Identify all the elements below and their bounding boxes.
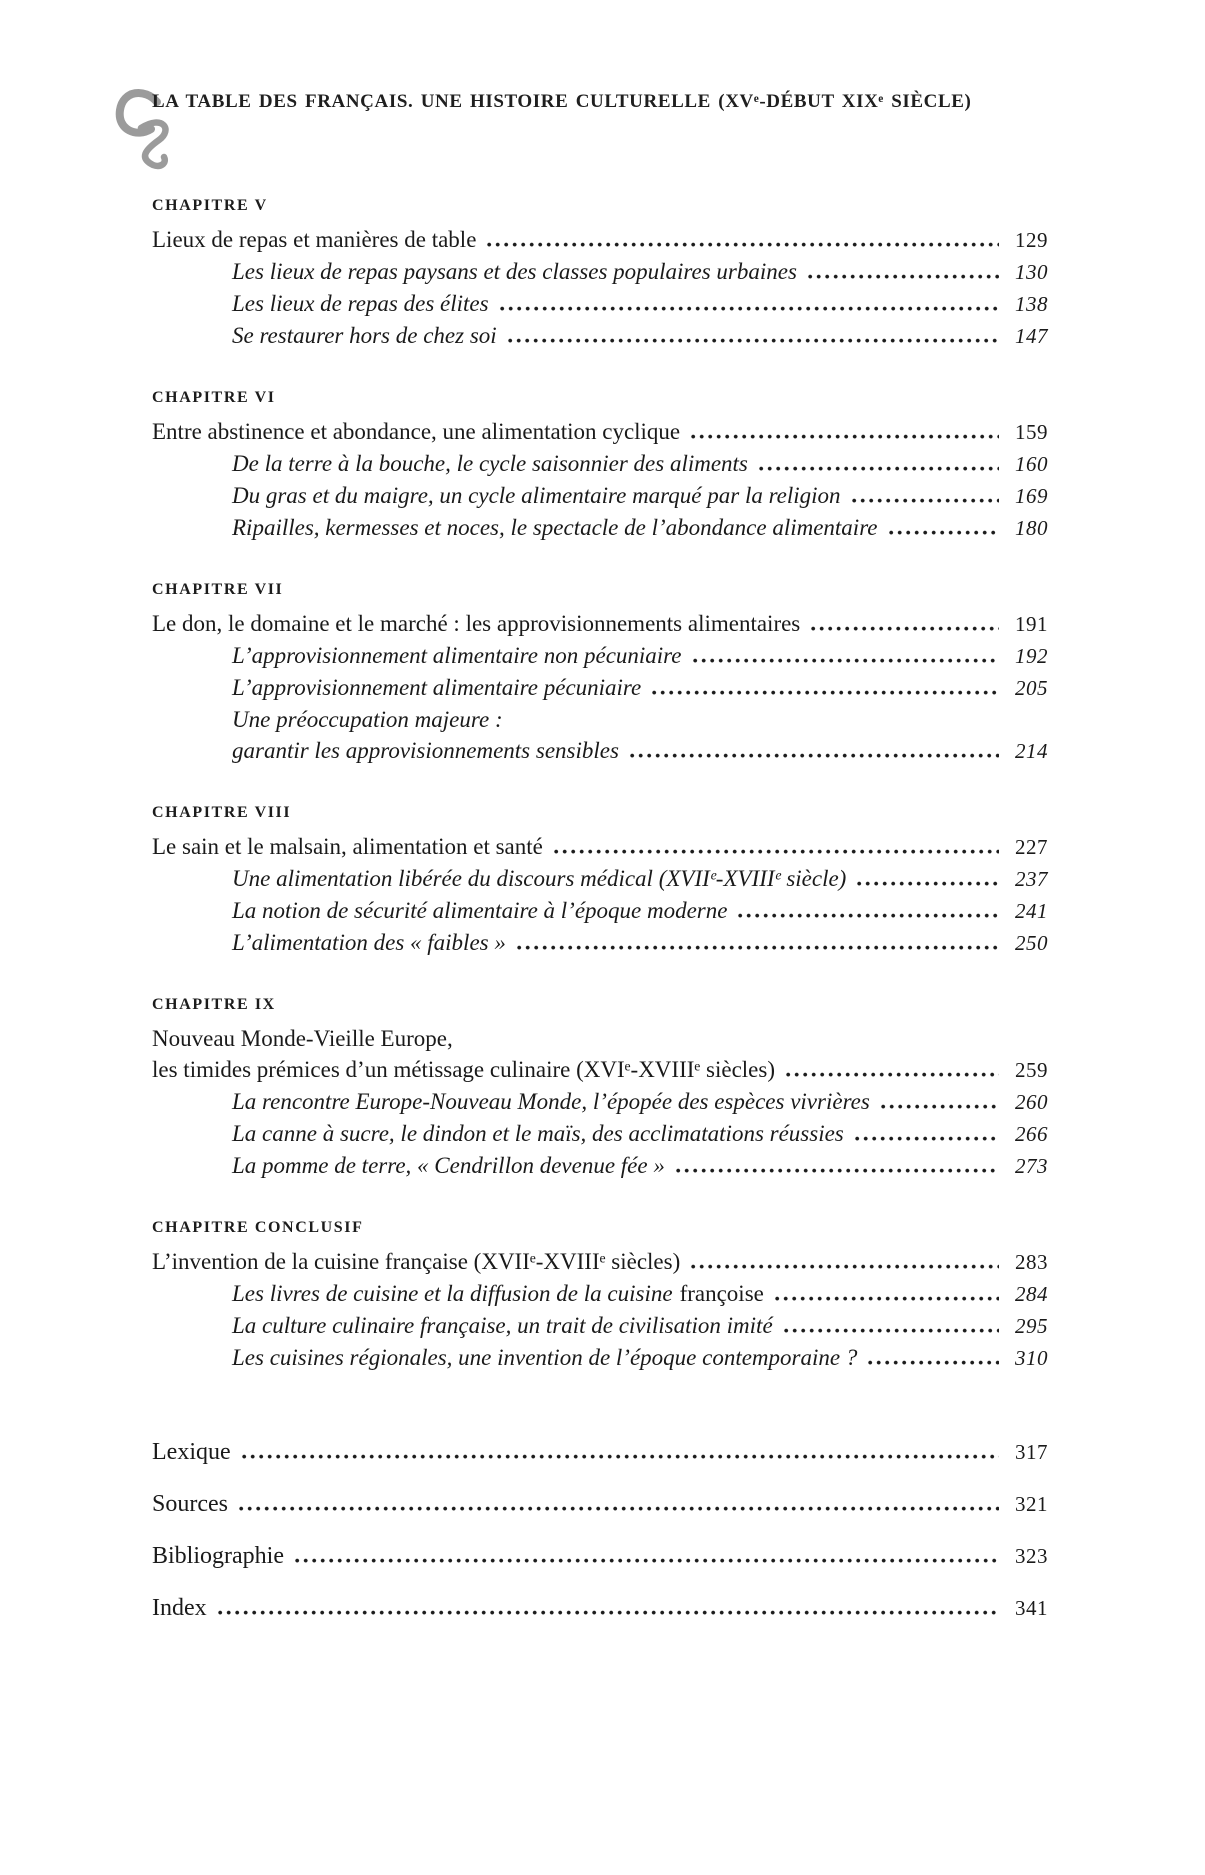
toc-entry-title: Les livres de cuisine et la diffusion de la cuisine — [232, 1281, 673, 1306]
page-number: 260 — [1015, 1090, 1048, 1114]
dot-leader — [811, 626, 999, 631]
dot-leader — [738, 913, 999, 918]
toc-entry-title: Une alimentation libérée du discours médical (XVIIᵉ-XVIIIᵉ siècle) — [232, 866, 847, 891]
dot-leader — [889, 530, 999, 535]
page-number: 295 — [1015, 1314, 1048, 1338]
toc-entry-title: La pomme de terre, « Cendrillon devenue fée » — [232, 1153, 665, 1178]
dot-leader — [855, 1136, 999, 1141]
page-number: 192 — [1015, 644, 1048, 668]
toc-entry-title: L’approvisionnement alimentaire pécuniaire — [232, 675, 642, 700]
backmatter-title: Bibliographie — [152, 1543, 284, 1569]
dot-leader — [242, 1454, 999, 1459]
page-number: 241 — [1015, 899, 1048, 923]
table-of-contents — [152, 176, 1048, 1624]
dot-leader — [693, 658, 1000, 663]
toc-entry-title: Nouveau Monde-Vieille Europe, — [152, 1026, 453, 1051]
dot-leader — [630, 753, 999, 758]
backmatter-section — [152, 1436, 1048, 1624]
page-number: 341 — [1015, 1596, 1048, 1620]
page-number: 130 — [1015, 260, 1048, 284]
toc-entry-title: L’approvisionnement alimentaire non pécuniaire — [232, 643, 682, 668]
dot-leader — [691, 1264, 999, 1269]
chapter-heading: CHAPITRE VIII — [152, 804, 292, 821]
toc-entry-title: La rencontre Europe-Nouveau Monde, l’épopée des espèces vivrières — [232, 1089, 870, 1114]
toc-entry — [152, 1310, 1048, 1342]
page-number: 310 — [1015, 1346, 1048, 1370]
backmatter-title: Index — [152, 1595, 207, 1621]
page-number: 250 — [1015, 931, 1048, 955]
toc-entry-title-roman: françoise — [679, 1281, 764, 1306]
chapter-section — [152, 578, 1048, 767]
toc-entry-title: Une préoccupation majeure : — [232, 707, 503, 732]
dot-leader — [295, 1558, 999, 1563]
page-number: 259 — [1015, 1058, 1048, 1082]
toc-entry-title: Le don, le domaine et le marché : les approvisionnements alimentaires — [152, 611, 801, 636]
dot-leader — [500, 306, 999, 311]
page-number: 284 — [1015, 1282, 1048, 1306]
toc-entry — [152, 448, 1048, 480]
toc-entry-title: L’alimentation des « faibles » — [232, 930, 506, 955]
dot-leader — [218, 1610, 999, 1615]
page-number: 283 — [1015, 1250, 1048, 1274]
toc-entry — [152, 1023, 1048, 1054]
toc-entry — [152, 895, 1048, 927]
dot-leader — [868, 1360, 999, 1365]
dot-leader — [808, 274, 999, 279]
toc-entry — [152, 735, 1048, 767]
toc-entry-title: les timides prémices d’un métissage culinaire (XVIᵉ-XVIIIᵉ siècles) — [152, 1057, 775, 1082]
page-number: 321 — [1015, 1492, 1048, 1516]
toc-entry — [152, 608, 1048, 640]
toc-entry — [152, 1118, 1048, 1150]
toc-entry-title: La canne à sucre, le dindon et le maïs, des acclimatations réussies — [232, 1121, 844, 1146]
dot-leader — [554, 849, 999, 854]
toc-entry-title: Ripailles, kermesses et noces, le spectacle de l’abondance alimentaire — [232, 515, 878, 540]
backmatter-title: Sources — [152, 1491, 228, 1517]
toc-entry-title: Les lieux de repas paysans et des classes populaires urbaines — [232, 259, 797, 284]
dot-leader — [881, 1104, 999, 1109]
dot-leader — [775, 1296, 999, 1301]
toc-entry — [152, 1342, 1048, 1374]
backmatter-entry — [152, 1436, 1048, 1468]
toc-entry-title: garantir les approvisionnements sensibles — [232, 738, 619, 763]
toc-entry — [152, 863, 1048, 895]
toc-entry-title: Du gras et du maigre, un cycle alimentaire marqué par la religion — [232, 483, 841, 508]
dot-leader — [508, 338, 999, 343]
dot-leader — [517, 945, 999, 950]
page-number: 227 — [1015, 835, 1048, 859]
toc-entry-title: La notion de sécurité alimentaire à l’époque moderne — [232, 898, 728, 923]
toc-entry — [152, 512, 1048, 544]
page-number: 214 — [1015, 739, 1048, 763]
chapter-heading: CHAPITRE V — [152, 197, 268, 214]
toc-entry — [152, 224, 1048, 256]
toc-entry — [152, 416, 1048, 448]
chapter-section — [152, 386, 1048, 544]
chapter-section — [152, 194, 1048, 352]
backmatter-entry — [152, 1592, 1048, 1624]
dot-leader — [852, 498, 999, 503]
chapter-section — [152, 801, 1048, 959]
dot-leader — [676, 1168, 999, 1173]
toc-entry — [152, 1150, 1048, 1182]
dot-leader — [857, 881, 999, 886]
toc-entry-title: Se restaurer hors de chez soi — [232, 323, 497, 348]
dot-leader — [652, 690, 999, 695]
toc-entry-title: Le sain et le malsain, alimentation et santé — [152, 834, 543, 859]
toc-entry-title: Entre abstinence et abondance, une alimentation cyclique — [152, 419, 681, 444]
chapter-section — [152, 1216, 1048, 1374]
page-number: 159 — [1015, 420, 1048, 444]
page-number: 273 — [1015, 1154, 1048, 1178]
toc-entry — [152, 480, 1048, 512]
chapter-heading: CHAPITRE IX — [152, 996, 276, 1013]
toc-entry-title: L’invention de la cuisine française (XVIIᵉ-XVIIIᵉ siècles) — [152, 1249, 681, 1274]
chapter-section — [152, 993, 1048, 1182]
dot-leader — [239, 1506, 999, 1511]
toc-entry — [152, 640, 1048, 672]
dot-leader — [691, 434, 999, 439]
toc-entry — [152, 256, 1048, 288]
toc-entry — [152, 704, 1048, 735]
page-number: 266 — [1015, 1122, 1048, 1146]
dot-leader — [784, 1328, 999, 1333]
toc-entry — [152, 927, 1048, 959]
toc-entry-title: Lieux de repas et manières de table — [152, 227, 477, 252]
toc-entry — [152, 672, 1048, 704]
toc-entry-title: La culture culinaire française, un trait de civilisation imité — [232, 1313, 773, 1338]
backmatter-entry — [152, 1488, 1048, 1520]
toc-entry — [152, 831, 1048, 863]
chapter-heading: CHAPITRE VI — [152, 389, 276, 406]
dot-leader — [487, 242, 999, 247]
page-number: 129 — [1015, 228, 1048, 252]
page-number: 237 — [1015, 867, 1048, 891]
toc-entry — [152, 1086, 1048, 1118]
page-number: 323 — [1015, 1544, 1048, 1568]
page-number: 147 — [1015, 324, 1048, 348]
page-number: 191 — [1015, 612, 1048, 636]
toc-entry — [152, 1054, 1048, 1086]
toc-entry — [152, 1278, 1048, 1310]
chapter-heading: CHAPITRE CONCLUSIF — [152, 1219, 364, 1236]
toc-entry — [152, 1246, 1048, 1278]
backmatter-entry — [152, 1540, 1048, 1572]
page-number: 205 — [1015, 676, 1048, 700]
running-head-title: LA TABLE DES FRANÇAIS. UNE HISTOIRE CULTURELLE (XVᵉ-DÉBUT XIXᵉ SIÈCLE) — [152, 91, 972, 112]
toc-entry-title: Les lieux de repas des élites — [232, 291, 489, 316]
page-number: 180 — [1015, 516, 1048, 540]
backmatter-title: Lexique — [152, 1439, 231, 1465]
chapter-heading: CHAPITRE VII — [152, 581, 284, 598]
toc-entry-title: Les cuisines régionales, une invention de l’époque contemporaine ? — [232, 1345, 858, 1370]
page-number: 317 — [1015, 1440, 1048, 1464]
page-number: 138 — [1015, 292, 1048, 316]
page-number: 169 — [1015, 484, 1048, 508]
dot-leader — [786, 1072, 999, 1077]
dot-leader — [759, 466, 999, 471]
toc-entry — [152, 288, 1048, 320]
toc-entry-title: De la terre à la bouche, le cycle saisonnier des aliments — [232, 451, 748, 476]
toc-entry — [152, 320, 1048, 352]
page-number: 160 — [1015, 452, 1048, 476]
